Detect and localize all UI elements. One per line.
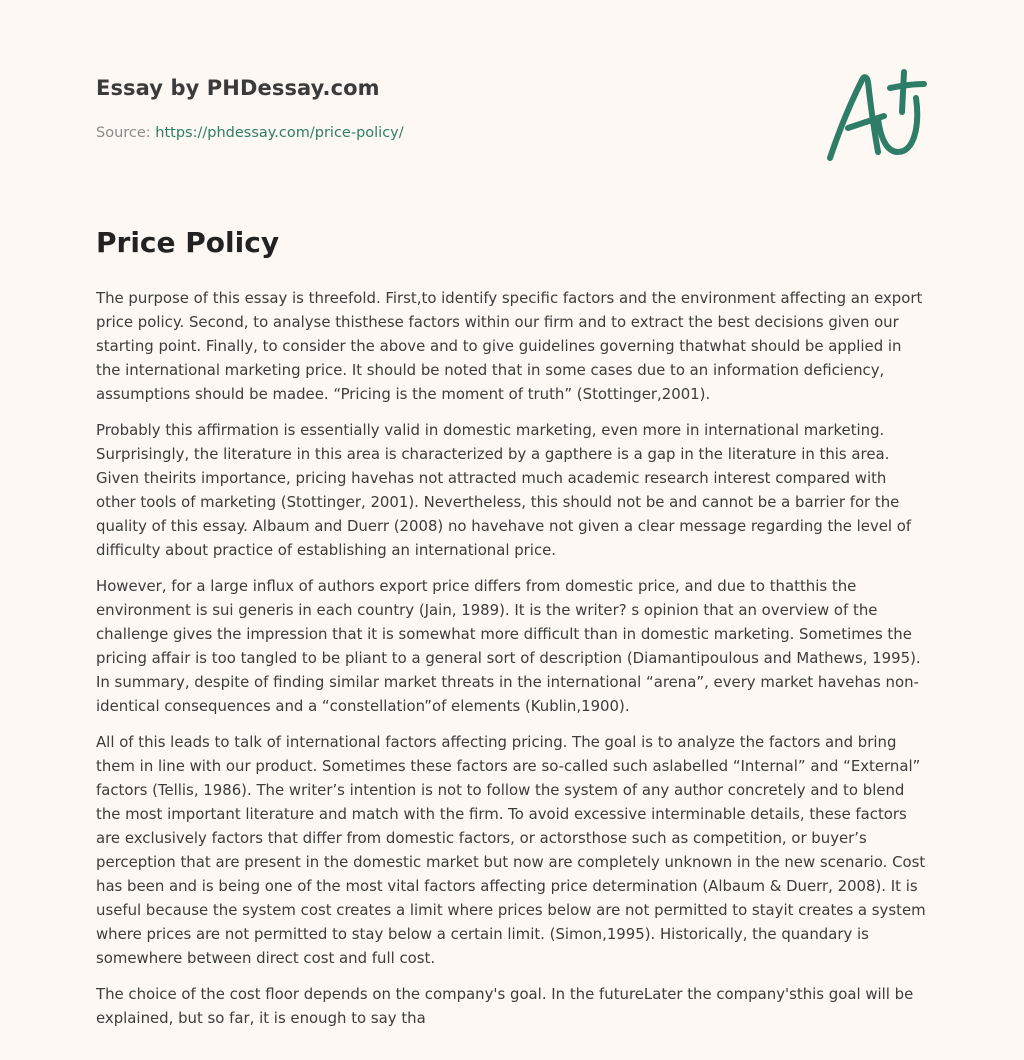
site-brand: Essay by PHDessay.com [96,76,380,100]
essay-paragraph: The purpose of this essay is threefold. First,to identify specific factors and the environment affecting an export price policy. Second, to analyse thisthese factors within our firm and to extract the best decisions given our starting point. Finally, to consider the above and to give guidelines governing thatwhat should be applied in the international marketing price. It should be noted that in some cases due to an information deficiency, assumptions should be madee. “Pricing is the moment of truth” (Stottinger,2001). [96,289,923,403]
essay-paragraph: All of this leads to talk of international factors affecting pricing. The goal is to analyze the factors and bring them in line with our product. Sometimes these factors are so-called such aslabelled “Internal” and “External” factors (Tellis, 1986). The writer’s intention is not to follow the system of any author concretely and to blend the most important literature and match with the firm. To avoid excessive interminable details, these factors are exclusively factors that differ from domestic factors, or actorsthose such as competition, or buyer’s perception that are present in the domestic market but now are completely unknown in the new scenario. Cost has been and is being one of the most vital factors affecting price determination (Albaum & Duerr, 2008). It is useful because the system cost creates a limit where prices below are not permitted to stayit creates a system where prices are not permitted to stay below a certain limit. (Simon,1995). Historically, the quandary is somewhere between direct cost and full cost. [96,733,926,967]
source-link[interactable]: https://phdessay.com/price-policy/ [155,125,404,141]
essay-title: Price Policy [96,226,280,259]
essay-paragraph: The choice of the cost floor depends on the company's goal. In the futureLater the company'sthis goal will be explained, but so far, it is enough to say tha [96,985,914,1027]
essay-paragraph: Probably this affirmation is essentially valid in domestic marketing, even more in international marketing. Surprisingly, the literature in this area is characterized by a gapthere is a gap in the literature in this area. Given theirits importance, pricing havehas not attracted much academic research interest compared with other tools of marketing (Stottinger, 2001). Nevertheless, this should not be and cannot be a barrier for the quality of this essay. Albaum and Duerr (2008) no havehave not given a clear message regarding the level of difficulty about practice of establishing an international price. [96,421,912,559]
source-label: Source: [96,125,156,141]
a-plus-grade-icon [820,66,930,166]
essay-body [96,286,928,1042]
header [96,76,404,141]
source-line [96,125,404,141]
essay-paragraph: However, for a large influx of authors export price differs from domestic price, and due to thatthis the environment is sui generis in each country (Jain, 1989). It is the writer? s opinion that an overview of the challenge gives the impression that it is somewhat more difficult than in domestic marketing. Sometimes the pricing affair is too tangled to be pliant to a general sort of description (Diamantipoulous and Mathews, 1995). In summary, despite of finding similar market threats in the international “arena”, every market havehas non-identical consequences and a “constellation”of elements (Kublin,1900). [96,577,921,715]
